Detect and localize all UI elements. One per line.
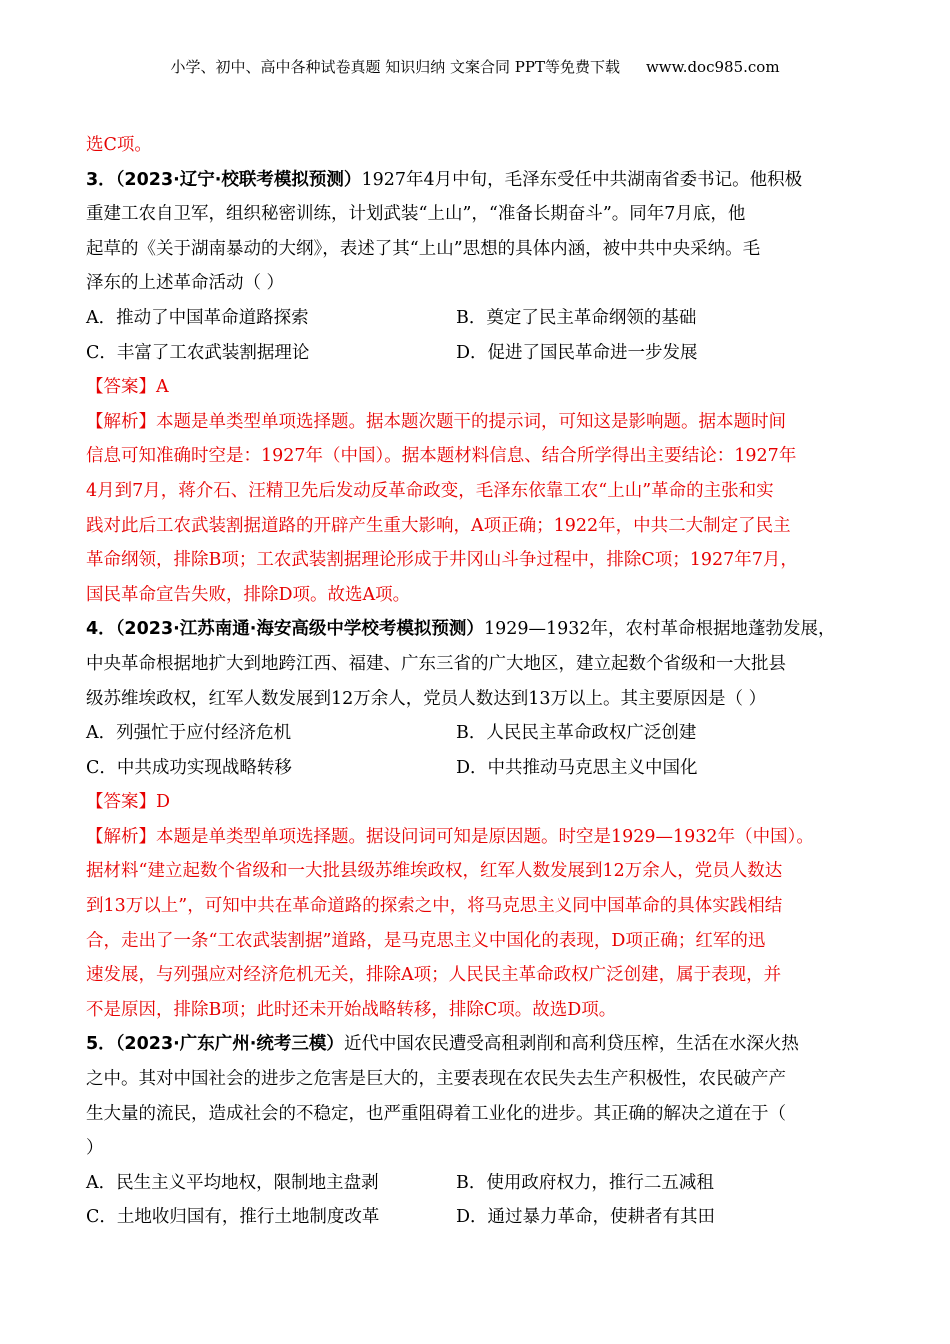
question-4-analysis-6: 不是原因，排除B项；此时还未开始战略转移，排除C项。故选D项。 xyxy=(86,999,617,1020)
question-3-line-2: 重建工农自卫军，组织秘密训练，计划武装“上山”，“准备长期奋斗”。同年7月底，他 xyxy=(86,204,746,225)
page-header xyxy=(0,56,950,77)
question-3-analysis-3: 4月到7月，蒋介石、汪精卫先后发动反革命政变，毛泽东依靠工农“上山”革命的主张和实 xyxy=(86,480,774,501)
question-3-analysis-6: 国民革命宣告失败，排除D项。故选A项。 xyxy=(86,584,411,605)
question-4-analysis-4: 合，走出了一条“工农武装割据”道路，是马克思主义中国化的表现，D项正确；红军的迅 xyxy=(86,930,766,951)
document-body xyxy=(86,128,876,1235)
prev-answer-tail: 选C项。 xyxy=(86,135,152,155)
question-3-analysis-5: 革命纲领，排除B项；工农武装割据理论形成于井冈山斗争过程中，排除C项；1927年7月， xyxy=(86,550,798,571)
question-4-head: 4．（2023·江苏南通·海安高级中学校考模拟预测） xyxy=(86,619,484,640)
question-4-line-1: 1929—1932年，农村革命根据地蓬勃发展， xyxy=(483,619,836,640)
question-5-option-b: B．使用政府权力，推行二五减租 xyxy=(456,1172,714,1193)
question-3-line-1: 1927年4月中旬，毛泽东受任中共湖南省委书记。他积极 xyxy=(361,169,803,190)
question-4-option-a: A．列强忙于应付经济危机 xyxy=(86,723,292,744)
question-4-analysis-5: 速发展，与列强应对经济危机无关，排除A项；人民民主革命政权广泛创建，属于表现，并 xyxy=(86,965,782,986)
question-4-analysis-3: 到13万以上”，可知中共在革命道路的探索之中，将马克思主义同中国革命的具体实践相结 xyxy=(86,896,783,917)
question-3 xyxy=(86,163,876,613)
question-5-options-row-2 xyxy=(86,1200,876,1235)
question-4-line-2: 中央革命根据地扩大到地跨江西、福建、广东三省的广大地区，建立起数个省级和一大批县 xyxy=(86,653,786,674)
question-5-option-c: C．土地收归国有，推行土地制度改革 xyxy=(86,1207,380,1228)
question-5-option-a: A．民生主义平均地权，限制地主盘剥 xyxy=(86,1172,379,1193)
question-3-options-row-2 xyxy=(86,336,876,371)
question-5-line-3: 生大量的流民，造成社会的不稳定，也严重阻碍着工业化的进步。其正确的解决之道在于（ xyxy=(86,1103,786,1124)
question-4 xyxy=(86,612,876,1027)
question-4-analysis-2: 据材料“建立起数个省级和一大批县级苏维埃政权，红军人数发展到12万余人，党员人数达 xyxy=(86,861,783,882)
question-3-option-a: A．推动了中国革命道路探索 xyxy=(86,307,309,328)
question-3-option-c: C．丰富了工农武装割据理论 xyxy=(86,342,310,363)
question-5-line-2: 之中。其对中国社会的进步之危害是巨大的，主要表现在农民失去生产积极性，农民破产产 xyxy=(86,1069,786,1090)
question-4-options-row-2 xyxy=(86,751,876,786)
question-4-line-3: 级苏维埃政权，红军人数发展到12万余人，党员人数达到13万以上。其主要原因是（ ） xyxy=(86,688,767,709)
question-5-head: 5．（2023·广东广州·统考三模） xyxy=(86,1034,344,1055)
question-4-answer: 【答案】D xyxy=(86,792,171,813)
question-4-option-b: B．人民民主革命政权广泛创建 xyxy=(456,723,697,744)
question-5-line-4: ） xyxy=(86,1138,104,1159)
header-text: 小学、初中、高中各种试卷真题 知识归纳 文案合同 PPT等免费下载 xyxy=(170,58,620,76)
question-3-options-row-1 xyxy=(86,301,876,336)
question-5-line-1: 近代中国农民遭受高租剥削和高利贷压榨，生活在水深火热 xyxy=(343,1034,799,1055)
question-3-analysis-4: 践对此后工农武装割据道路的开辟产生重大影响，A项正确；1922年，中共二大制定了民主 xyxy=(86,515,791,536)
question-5-options-row-1 xyxy=(86,1166,876,1201)
question-3-head: 3．（2023·辽宁·校联考模拟预测） xyxy=(86,169,362,190)
question-4-option-d: D．中共推动马克思主义中国化 xyxy=(456,757,698,778)
question-3-option-b: B．奠定了民主革命纲领的基础 xyxy=(456,307,697,328)
question-4-analysis-1: 【解析】本题是单类型单项选择题。据设问词可知是原因题。时空是1929—1932年（中国）。 xyxy=(86,826,814,847)
question-3-answer: 【答案】A xyxy=(86,377,169,398)
question-3-line-3: 起草的《关于湖南暴动的大纲》，表述了其“上山”思想的具体内涵，被中共中央采纳。毛 xyxy=(86,238,761,259)
header-site[interactable]: www.doc985.com xyxy=(645,58,780,76)
question-3-option-d: D．促进了国民革命进一步发展 xyxy=(456,342,698,363)
question-3-line-4: 泽东的上述革命活动（ ） xyxy=(86,273,285,294)
question-5 xyxy=(86,1027,876,1235)
question-4-option-c: C．中共成功实现战略转移 xyxy=(86,757,292,778)
question-4-options-row-1 xyxy=(86,716,876,751)
question-3-analysis-1: 【解析】本题是单类型单项选择题。据本题次题干的提示词，可知这是影响题。据本题时间 xyxy=(86,411,786,432)
question-3-analysis-2: 信息可知准确时空是：1927年（中国）。据本题材料信息、结合所学得出主要结论：1927年 xyxy=(86,446,797,467)
question-5-option-d: D．通过暴力革命，使耕者有其田 xyxy=(456,1207,716,1228)
